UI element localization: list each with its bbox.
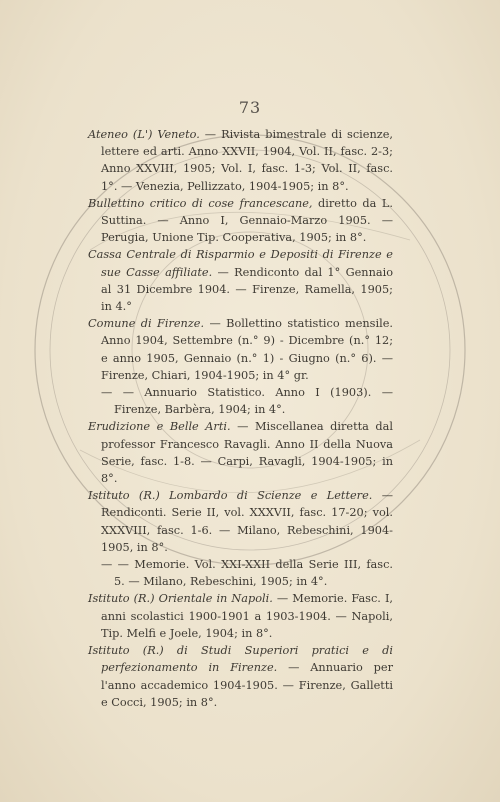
entry-title: Istituto (R.) di Studi Superiori pratici e di perfezionamento in Firenze. <box>88 644 393 675</box>
entry-text: — Rivista bimestrale di scienze, lettere ed arti. Anno XXVII, 1904, Vol. II, fasc. 2-3; Anno XXVIII, 1905; Vol. I, fasc. 1-3; Vol. II, fasc. 1°. — Venezia, Pellizzato, 1904-1905; in 8°. <box>101 128 393 193</box>
entry-title: Cassa Centrale di Risparmio e Depositi di Firenze e sue Casse affiliate. <box>88 248 393 279</box>
entry-text: — Annuario per l'anno accademico 1904-1905. — Firenze, Galletti e Cocci, 1905; in 8°. <box>101 661 393 709</box>
bibliography-entry <box>88 487 393 556</box>
entry-text: diretto da L. Suttina. — Anno I, Gennaio-Marzo 1905. — Perugia, Unione Tip. Cooperativa, 1905; in 8°. <box>101 196 393 245</box>
page-number: 73 <box>238 98 262 117</box>
bibliography-entry <box>88 556 393 590</box>
bibliography-entry <box>88 384 393 418</box>
bibliography-entry <box>88 246 393 315</box>
bibliography-entry <box>88 315 393 384</box>
entry-title: Erudizione e Belle Arti. <box>88 420 231 434</box>
entry-text: — — Annuario Statistico. Anno I (1903). — Firenze, Barbèra, 1904; in 4°. <box>101 386 393 417</box>
entry-title: Istituto (R.) Orientale in Napoli. <box>88 592 273 606</box>
bibliography-entry <box>88 590 393 642</box>
bibliography-entry <box>88 126 393 195</box>
entry-title: Ateneo (L') Veneto. <box>88 128 200 141</box>
bibliography-list <box>88 126 393 711</box>
bibliography-entry <box>88 195 393 247</box>
entry-title: Istituto (R.) Lombardo di Scienze e Lettere. <box>88 489 373 503</box>
entry-text: — Memorie. Fasc. I, anni scolastici 1900-1901 a 1903-1904. — Napoli, Tip. Melfi e Joele, 1904; in 8°. <box>101 592 393 640</box>
bibliography-entry <box>88 418 393 487</box>
entry-title: Comune di Firenze. <box>88 317 205 331</box>
entry-text: — Rendiconto dal 1° Gennaio al 31 Dicembre 1904. — Firenze, Ramella, 1905; in 4.° <box>101 265 393 314</box>
entry-text: — Bollettino statistico mensile. Anno 1904, Settembre (n.° 9) - Dicembre (n.° 12; e anno 1905, Gennaio (n.° 1) - Giugno (n.° 6). — Firenze, Chiari, 1904-1905; in 4° gr. <box>101 317 393 382</box>
entry-text: — — Memorie. Vol. XXI-XXII della Serie III, fasc. 5. — Milano, Rebeschini, 1905; in 4°. <box>101 558 393 589</box>
entry-title: Bullettino critico di cose francescane, <box>88 196 313 210</box>
entry-text: — Rendiconti. Serie II, vol. XXXVII, fasc. 17-20; vol. XXXVIII, fasc. 1-6. — Milano, Rebeschini, 1904-1905, in 8°. <box>101 489 393 554</box>
bibliography-entry <box>88 642 393 711</box>
entry-text: — Miscellanea diretta dal professor Francesco Ravagli. Anno II della Nuova Serie, fasc. 1-8. — Carpi, Ravagli, 1904-1905; in 8°. <box>101 420 393 486</box>
